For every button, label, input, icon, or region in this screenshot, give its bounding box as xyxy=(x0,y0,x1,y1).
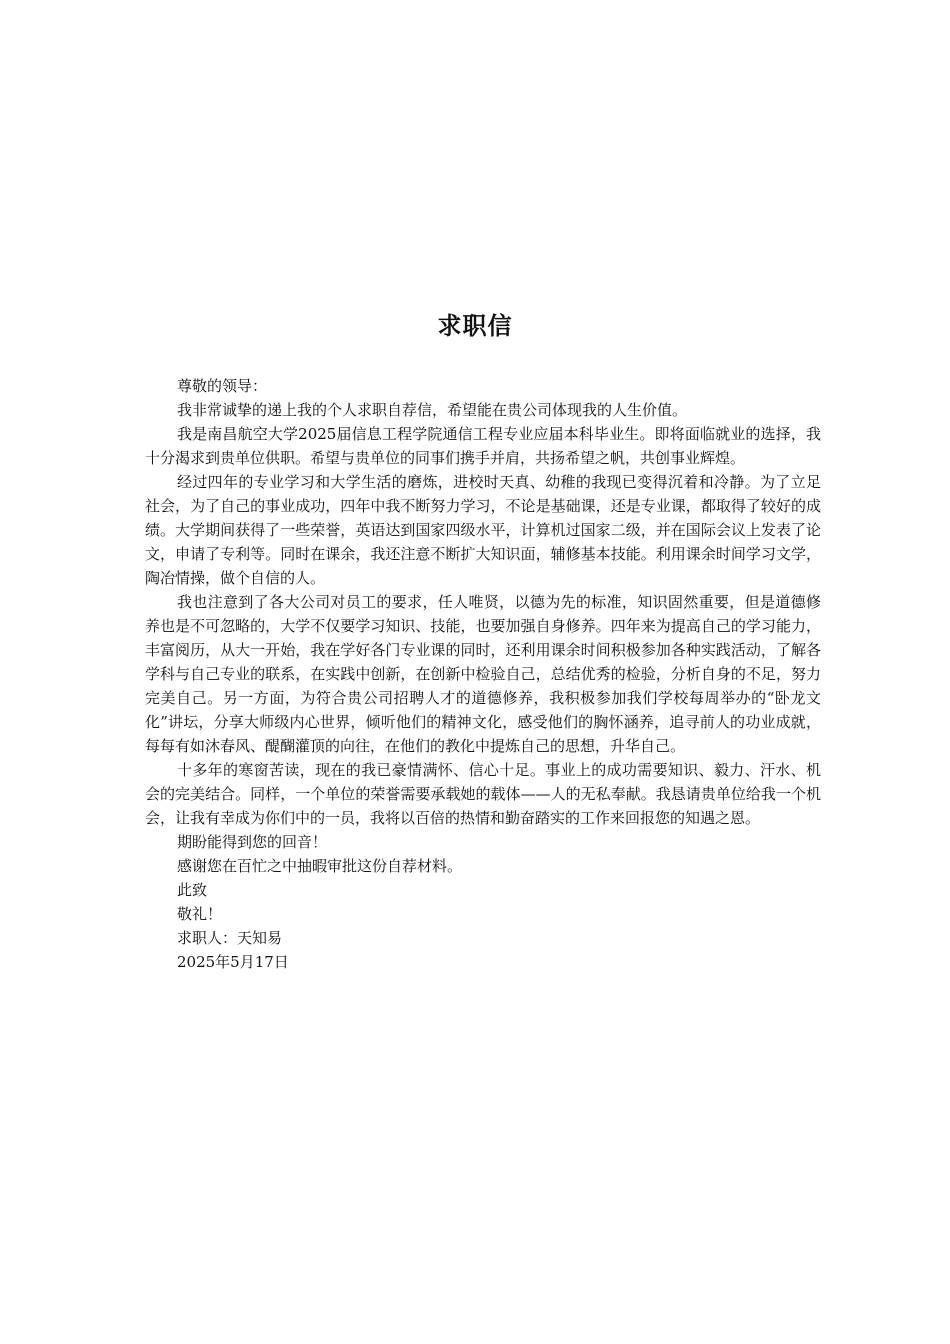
paragraph-hope: 期盼能得到您的回音！ xyxy=(177,833,328,851)
letter-body xyxy=(145,374,821,974)
paragraph-background: 我是南昌航空大学2025届信息工程学院通信工程专业应届本科毕业生。即将面临就业的选择，我十分渴求到贵单位供职。希望与贵单位的同事们携手并肩，共扬希望之帆，共创事业辉煌。 xyxy=(145,425,821,467)
paragraph-study: 经过四年的专业学习和大学生活的磨炼，进校时天真、幼稚的我现已变得沉着和冷静。为了立足社会，为了自己的事业成功，四年中我不断努力学习，不论是基础课，还是专业课，都取得了较好的成绩。大学期间获得了一些荣誉，英语达到国家四级水平，计算机过国家二级，并在国际会议上发表了论文，申请了专利等。同时在课余，我还注意不断扩大知识面，辅修基本技能。利用课余时间学习文学，陶冶情操，做个自信的人。 xyxy=(145,473,821,587)
signature-line: 求职人：天知易 xyxy=(177,929,283,947)
paragraph-request: 十多年的寒窗苦读，现在的我已豪情满怀、信心十足。事业上的成功需要知识、毅力、汗水、机会的完美结合。同样，一个单位的荣誉需要承载她的载体——人的无私奉献。我恳请贵单位给我一个机会，让我有幸成为你们中的一员，我将以百倍的热情和勤奋踏实的工作来回报您的知遇之恩。 xyxy=(145,761,821,827)
regards-line: 敬礼！ xyxy=(177,905,223,923)
closing-line: 此致 xyxy=(177,881,208,899)
page-title: 求职信 xyxy=(437,312,513,340)
date-line: 2025年5月17日 xyxy=(177,953,289,971)
paragraph-intro: 我非常诚挚的递上我的个人求职自荐信，希望能在贵公司体现我的人生价值。 xyxy=(177,401,688,419)
salutation: 尊敬的领导： xyxy=(177,377,268,395)
paragraph-character: 我也注意到了各大公司对员工的要求，任人唯贤，以德为先的标准，知识固然重要，但是道德修养也是不可忽略的，大学不仅要学习知识、技能，也要加强自身修养。四年来为提高自己的学习能力，丰富阅历，从大一开始，我在学好各门专业课的同时，还利用课余时间积极参加各种实践活动，了解各学科与自己专业的联系，在实践中创新，在创新中检验自己，总结优秀的检验，分析自身的不足，努力完美自己。另一方面，为符合贵公司招聘人才的道德修养，我积极参加我们学校每周举办的“卧龙文化”讲坛，分享大师级内心世界，倾听他们的精神文化，感受他们的胸怀涵养，追寻前人的功业成就，每每有如沐春风、醍醐灌顶的向往，在他们的教化中提炼自己的思想，升华自己。 xyxy=(145,593,821,755)
paragraph-thanks: 感谢您在百忙之中抽暇审批这份自荐材料。 xyxy=(177,857,463,875)
